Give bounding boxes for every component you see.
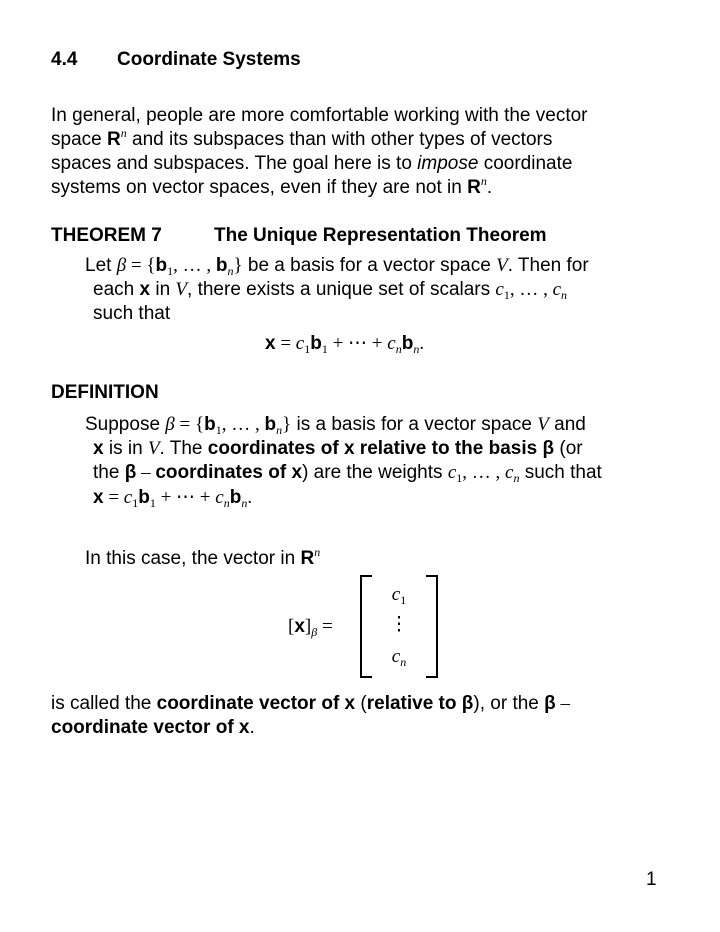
theorem-line-3: such that [93, 303, 171, 324]
definition-line-2: x is in V. The coordinates of x relative to the basis β (or [93, 438, 583, 459]
definition-line-1: Suppose $\beta = \{b_1$, … , $b_n$} is a basis for a vector space V and [85, 414, 586, 437]
theorem-label: THEOREM 7 [51, 225, 162, 246]
page-number: 1 [646, 869, 657, 890]
intro-line-2: space $R^n$ and its subspaces than with other types of vectors [51, 126, 553, 150]
theorem-title: The Unique Representation Theorem [214, 225, 547, 246]
definition-label: DEFINITION [51, 382, 159, 403]
matrix-vdots: ⋮ [389, 614, 409, 635]
section-number: 4.4 [51, 49, 78, 70]
coordinate-vector-lhs: $[x]_\beta$ = [288, 616, 333, 639]
matrix-entry-cn: $c_n$ [391, 646, 407, 669]
definition-line-3: the β – coordinates of x) are the weights $c_1$, … , $c_n$ such that [93, 462, 602, 485]
column-vector-matrix [360, 575, 438, 678]
theorem-equation: $x = c_1b_1$ + ⋯ + $c_nb_n$. [265, 333, 425, 356]
conclusion-line-1: is called the coordinate vector of x (relative to β), or the β – [51, 693, 570, 714]
theorem-line-2: each x in V, there exists a unique set of scalars $c_1$, … , $c_n$ [93, 279, 568, 302]
intro-line-4: systems on vector spaces, even if they are not in $R^n$. [51, 174, 493, 198]
conclusion-line-2: coordinate vector of x. [51, 717, 255, 738]
section-title: Coordinate Systems [117, 49, 301, 70]
case-line: In this case, the vector in $R^n$ [85, 545, 321, 569]
intro-line-1: In general, people are more comfortable working with the vector [51, 105, 588, 126]
matrix-entry-c1: $c_1$ [391, 584, 407, 607]
theorem-line-1: Let $\beta = \{b_1$, … , $b_n$} be a basis for a vector space V. Then for [85, 255, 589, 278]
intro-line-3: spaces and subspaces. The goal here is to impose coordinate [51, 153, 573, 174]
definition-line-4: $x = c_1b_1$ + ⋯ + $c_nb_n$. [93, 487, 253, 510]
